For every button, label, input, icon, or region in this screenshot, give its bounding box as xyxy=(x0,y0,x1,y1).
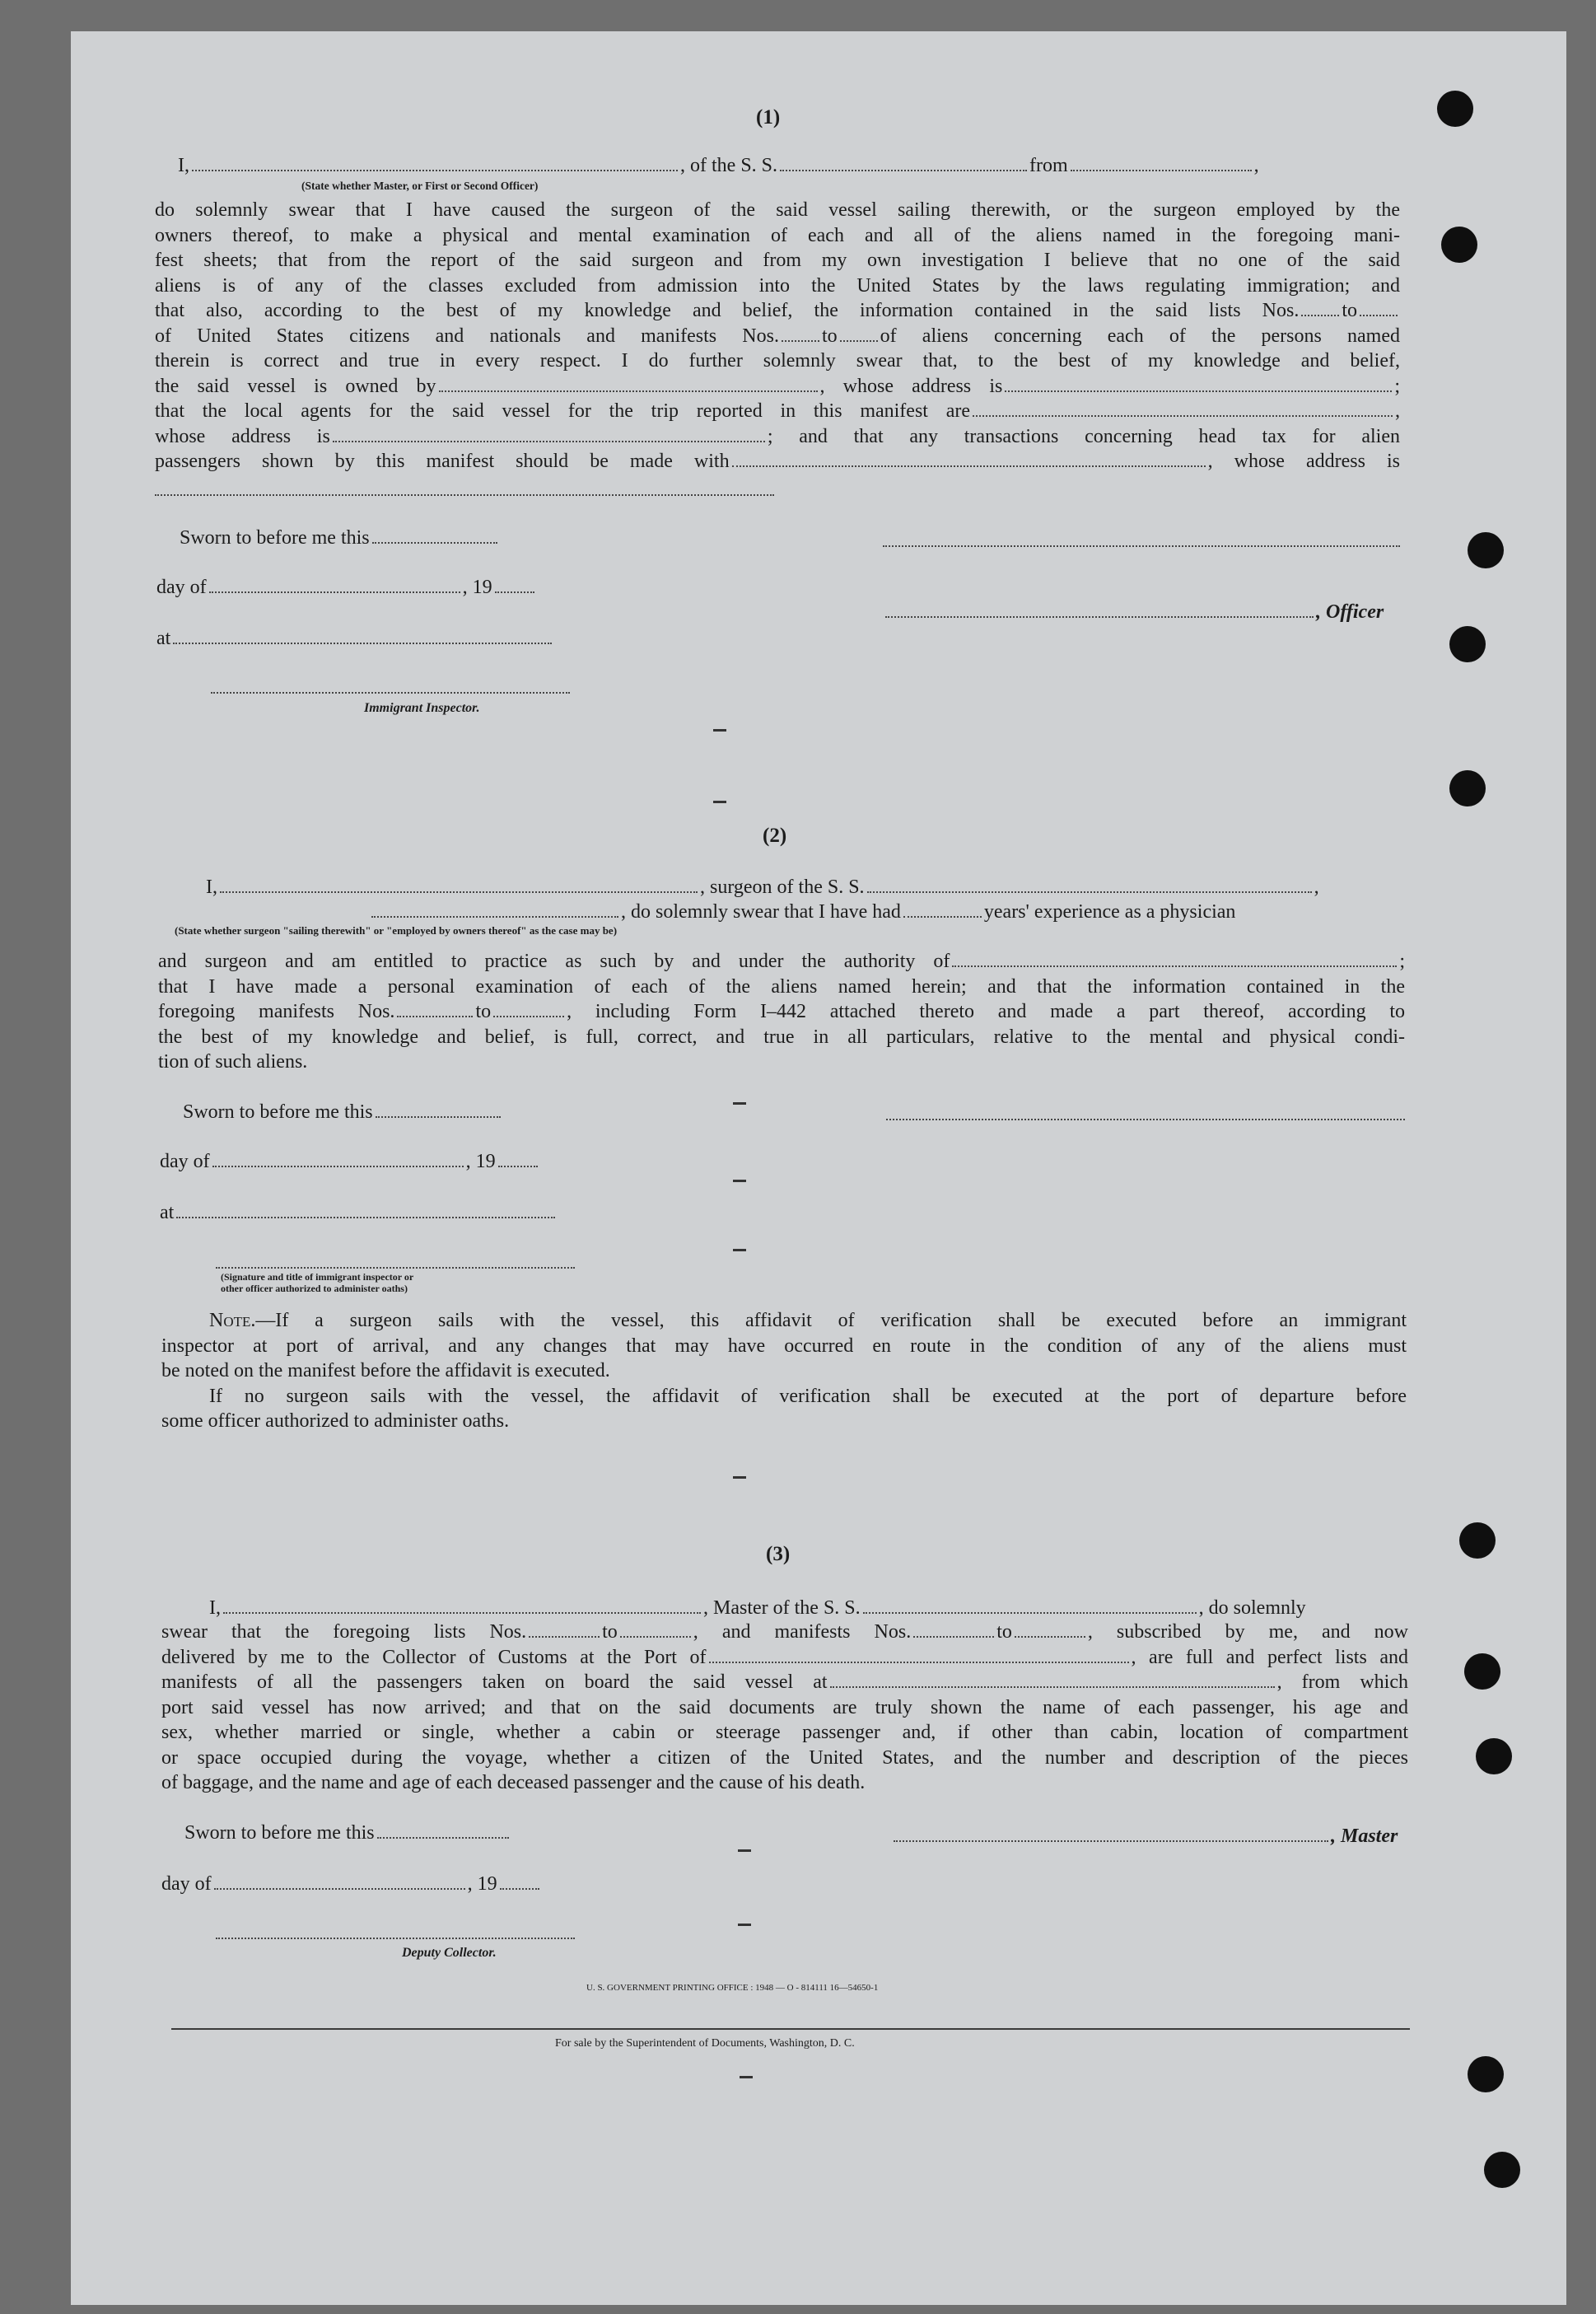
sworn-row-2 xyxy=(183,1100,503,1124)
note-line: some officer authorized to administer oaths. xyxy=(161,1410,510,1432)
manifest-from-field[interactable] xyxy=(782,340,819,342)
oath-line: that the local agents for the said vessel for the trip reported in this manifest are , xyxy=(155,400,1400,422)
oath-line xyxy=(161,1620,1408,1645)
day-of-label: day of xyxy=(160,1151,210,1172)
oath-line xyxy=(155,298,1400,324)
oath-line: that I have made a personal examination of each of the aliens named herein; and that the information contained in the xyxy=(158,975,1405,998)
oath-line: therein is correct and true in every respect. I do further solemnly swear that, to the best of my knowledge and belief, xyxy=(155,350,1400,372)
day-of-label: day of xyxy=(161,1873,212,1895)
owner-address-field[interactable] xyxy=(1005,390,1392,392)
master-vessel-field[interactable] xyxy=(863,1612,1197,1614)
to-label: to xyxy=(821,325,838,347)
section-3-number: (3) xyxy=(766,1543,791,1565)
section-2-oath xyxy=(158,949,1405,1075)
list-to-field[interactable] xyxy=(1360,315,1398,316)
surgeon-signature-field[interactable] xyxy=(886,1119,1405,1120)
binder-hole xyxy=(1459,1522,1496,1559)
collector-signature-field[interactable] xyxy=(216,1938,575,1939)
sworn-label: Sworn to before me this xyxy=(180,527,370,549)
port-field[interactable] xyxy=(709,1662,1129,1663)
officer-title-row xyxy=(883,600,1384,624)
surgeon-name-field[interactable] xyxy=(220,891,698,893)
vessel-name-field[interactable] xyxy=(780,170,1027,171)
from-port-field[interactable] xyxy=(1071,170,1252,171)
officer-title-field[interactable] xyxy=(885,616,1314,618)
place-row-2 xyxy=(160,1200,558,1225)
section-3-oath xyxy=(161,1620,1408,1796)
head-tax-field[interactable] xyxy=(732,465,1206,467)
owner-field[interactable] xyxy=(439,390,818,392)
list-from-field[interactable] xyxy=(1301,315,1339,316)
page-dash xyxy=(733,1180,746,1182)
officer-caption: (State whether Master, or First or Second Officer) xyxy=(301,180,539,192)
year-label: , 19 xyxy=(465,1151,496,1172)
year-field[interactable] xyxy=(495,591,534,593)
page-dash xyxy=(740,2076,753,2078)
oath-text: delivered by me to the Collector of Customs at the Port of xyxy=(161,1646,707,1668)
oath-line xyxy=(155,324,1400,349)
master-name-field[interactable] xyxy=(223,1612,701,1614)
page-dash xyxy=(738,1924,751,1926)
oath-text: that the local agents for the said vessel for the trip reported in this manifest are xyxy=(155,400,970,422)
i-label: I, xyxy=(206,877,217,898)
master-label: , Master xyxy=(1331,1825,1398,1847)
note-line: inspector at port of arrival, and any changes that may have occurred en route in the condition of any of the aliens must xyxy=(161,1335,1407,1357)
oath-text: , do solemnly xyxy=(1198,1597,1306,1619)
month-field[interactable] xyxy=(209,591,460,593)
caption-line: other officer authorized to administer oaths) xyxy=(221,1283,408,1294)
master-signature-row xyxy=(891,1824,1398,1849)
binder-hole xyxy=(1484,2152,1520,2188)
sworn-day-field[interactable] xyxy=(376,1116,501,1118)
surgeon-caption: (State whether surgeon "sailing therewith" or "employed by owners thereof" as the case may be) xyxy=(175,924,618,937)
section-1-oath xyxy=(155,198,1400,474)
place-field[interactable] xyxy=(176,1217,555,1218)
at-label: at xyxy=(156,628,171,649)
oath-line: tion of such aliens. xyxy=(158,1051,308,1073)
oath-line: owners thereof, to make a physical and mental examination of each and all of the aliens named in the foregoing mani- xyxy=(155,224,1400,246)
section-2-number: (2) xyxy=(763,825,787,847)
oath-line xyxy=(161,1670,1408,1695)
binder-hole xyxy=(1449,770,1486,806)
oath-text: , and manifests Nos. xyxy=(693,1621,912,1643)
oath-line: fest sheets; that from the report of the said surgeon and from my own investigation I believe that no one of the said xyxy=(155,250,1400,271)
manifest-to-field[interactable] xyxy=(493,1016,564,1017)
inspector-signature-field[interactable] xyxy=(216,1267,575,1269)
manifest-to-field[interactable] xyxy=(840,340,878,342)
binder-hole xyxy=(1441,227,1477,263)
oath-text: , whose address is xyxy=(1207,451,1401,472)
master-line xyxy=(209,1596,1306,1620)
immigrant-inspector-label: Immigrant Inspector. xyxy=(364,701,480,715)
officer-signature-field[interactable] xyxy=(883,545,1400,547)
experience-line xyxy=(369,900,1235,924)
surgeon-line: I, , surgeon of the S. S. , xyxy=(206,877,1319,898)
oath-line: the best of my knowledge and belief, is full, correct, and true in all particulars, relative to the mental and physical condi- xyxy=(158,1026,1405,1048)
year-field[interactable] xyxy=(498,1166,538,1167)
oath-text: ; and that any transactions concerning head tax for alien xyxy=(767,425,1400,447)
printing-office-line: U. S. GOVERNMENT PRINTING OFFICE : 1948 — O - 814111 16—54650-1 xyxy=(586,1983,879,1993)
year-label: , 19 xyxy=(467,1873,497,1895)
page-dash xyxy=(738,1849,751,1852)
oath-line: and surgeon and am entitled to practice as such by and under the authority of ; xyxy=(158,951,1405,972)
note-line xyxy=(161,1308,1407,1334)
manifest-from-field[interactable] xyxy=(397,1016,473,1017)
oath-text: the said vessel is owned by xyxy=(155,375,436,397)
oath-line: do solemnly swear that I have caused the surgeon of the said vessel sailing therewith, or the surgeon employed by the xyxy=(155,199,1400,221)
oath-line: of baggage, and the name and age of each deceased passenger and the cause of his death. xyxy=(161,1772,866,1793)
page-dash xyxy=(733,1102,746,1105)
note-line: be noted on the manifest before the affidavit is executed. xyxy=(161,1360,610,1381)
footer-rule xyxy=(171,2028,1410,2030)
oath-text: , are full and perfect lists and xyxy=(1131,1646,1408,1668)
to-label: to xyxy=(475,1001,492,1022)
i-label: I, xyxy=(178,155,189,176)
oath-text: of aliens concerning each of the persons named xyxy=(880,325,1401,347)
at-label: at xyxy=(160,1202,175,1223)
oath-line: sex, whether married or single, whether a cabin or steerage passenger and, if other than cabin, location of compartment xyxy=(161,1722,1408,1743)
oath-text: passengers shown by this manifest should be made with xyxy=(155,451,730,472)
oath-text: , whose address is xyxy=(819,375,1003,397)
section-1-number: (1) xyxy=(756,106,781,129)
note-line: If no surgeon sails with the vessel, the affidavit of verification shall be executed at the port of departure before xyxy=(209,1385,1407,1407)
oath-text: and surgeon and am entitled to practice as such by and under the authority of xyxy=(158,951,950,972)
oath-line: port said vessel has now arrived; and that on the said documents are truly shown the name of each passenger, his age and xyxy=(161,1696,1408,1718)
binder-hole xyxy=(1468,532,1504,568)
to-label: to xyxy=(602,1621,618,1643)
binder-hole xyxy=(1449,626,1486,662)
officer-label: , Officer xyxy=(1316,601,1384,623)
oath-text: , subscribed by me, and now xyxy=(1087,1621,1409,1643)
page-dash xyxy=(713,729,726,732)
boarding-port-field[interactable] xyxy=(830,1686,1275,1688)
month-field[interactable] xyxy=(214,1888,465,1890)
manifest-from-field[interactable] xyxy=(913,1636,994,1638)
binder-hole xyxy=(1437,91,1473,127)
agents-address-field[interactable] xyxy=(333,441,765,442)
year-field[interactable] xyxy=(500,1888,539,1890)
page-dash xyxy=(733,1249,746,1251)
date-row-1 xyxy=(156,575,537,600)
oath-line xyxy=(155,449,1400,474)
binder-hole xyxy=(1476,1738,1512,1774)
note-text: —If a surgeon sails with the vessel, this affidavit of verification shall be executed before an immigrant xyxy=(255,1310,1407,1331)
officer-name-field[interactable] xyxy=(192,170,678,171)
list-from-field[interactable] xyxy=(529,1636,600,1638)
sworn-label: Sworn to before me this xyxy=(184,1822,375,1844)
sworn-row-1 xyxy=(180,526,500,550)
surgeon-title-field[interactable] xyxy=(371,916,618,918)
oath-text: , do solemnly swear that I have had xyxy=(621,901,901,923)
to-label: to xyxy=(996,1621,1012,1643)
page-dash xyxy=(733,1476,746,1479)
place-field[interactable] xyxy=(173,643,552,644)
master-signature-field[interactable] xyxy=(894,1840,1328,1842)
surgeon-of-label: , surgeon of the S. S. xyxy=(700,877,865,898)
page-dash xyxy=(713,801,726,803)
day-of-label: day of xyxy=(156,577,207,598)
date-row-3 xyxy=(161,1872,542,1896)
oath-line xyxy=(158,999,1405,1025)
oath-text: years' experience as a physician xyxy=(983,901,1236,923)
place-row-1 xyxy=(156,626,554,651)
oath-text: that also, according to the best of my knowledge and belief, the information contained in the said lists Nos. xyxy=(155,300,1300,321)
oath-line xyxy=(155,424,1400,450)
oath-text: manifests of all the passengers taken on board the said vessel at xyxy=(161,1671,828,1693)
binder-hole xyxy=(1464,1653,1500,1690)
oath-line: aliens is of any of the classes excluded from admission into the United States by the laws regulating immigration; and xyxy=(155,274,1400,297)
oath-line: or space occupied during the voyage, whether a citizen of the United States, and the number and description of the pieces xyxy=(161,1746,1408,1769)
note-label: Note. xyxy=(209,1310,256,1331)
oath-text: , from which xyxy=(1276,1671,1408,1693)
month-field[interactable] xyxy=(212,1166,464,1167)
sale-line: For sale by the Superintendent of Documents, Washington, D. C. xyxy=(555,2037,855,2050)
sworn-day-field[interactable] xyxy=(377,1837,509,1839)
oath-text: whose address is xyxy=(155,425,330,447)
oath-text: swear that the foregoing lists Nos. xyxy=(161,1621,527,1643)
officer-line: I, , of the S. S. from , xyxy=(178,155,1259,176)
sworn-label: Sworn to before me this xyxy=(183,1101,373,1123)
oath-line xyxy=(161,1645,1408,1671)
oath-line: the said vessel is owned by , whose address is ; xyxy=(155,375,1401,397)
note xyxy=(161,1308,1407,1434)
from-label: from xyxy=(1029,155,1068,176)
agents-field[interactable] xyxy=(973,415,1393,417)
date-row-2 xyxy=(160,1149,540,1174)
head-tax-address-field[interactable] xyxy=(155,494,774,496)
list-to-field[interactable] xyxy=(620,1636,691,1638)
sworn-row-3 xyxy=(184,1821,511,1845)
oath-text: , including Form I–442 attached thereto and made a part thereof, according to xyxy=(567,1001,1405,1022)
oath-text: foregoing manifests Nos. xyxy=(158,1001,395,1022)
binder-hole xyxy=(1468,2056,1504,2092)
i-label: I, xyxy=(209,1597,221,1619)
to-label: to xyxy=(1342,300,1357,321)
signature-caption xyxy=(221,1271,413,1294)
master-of-label: , Master of the S. S. xyxy=(703,1597,861,1619)
surgeon-vessel-field[interactable] xyxy=(867,891,1312,893)
years-field[interactable] xyxy=(903,916,982,918)
of-ss-label: , of the S. S. xyxy=(680,155,778,176)
authority-field[interactable] xyxy=(952,965,1397,967)
deputy-collector-label: Deputy Collector. xyxy=(402,1946,497,1960)
sworn-day-field[interactable] xyxy=(372,542,497,544)
year-label: , 19 xyxy=(462,577,492,598)
oath-text: of United States citizens and nationals and manifests Nos. xyxy=(155,325,779,347)
caption-line: (Signature and title of immigrant inspector or xyxy=(221,1271,414,1283)
manifest-to-field[interactable] xyxy=(1015,1636,1085,1638)
inspector-signature-field[interactable] xyxy=(211,692,570,694)
